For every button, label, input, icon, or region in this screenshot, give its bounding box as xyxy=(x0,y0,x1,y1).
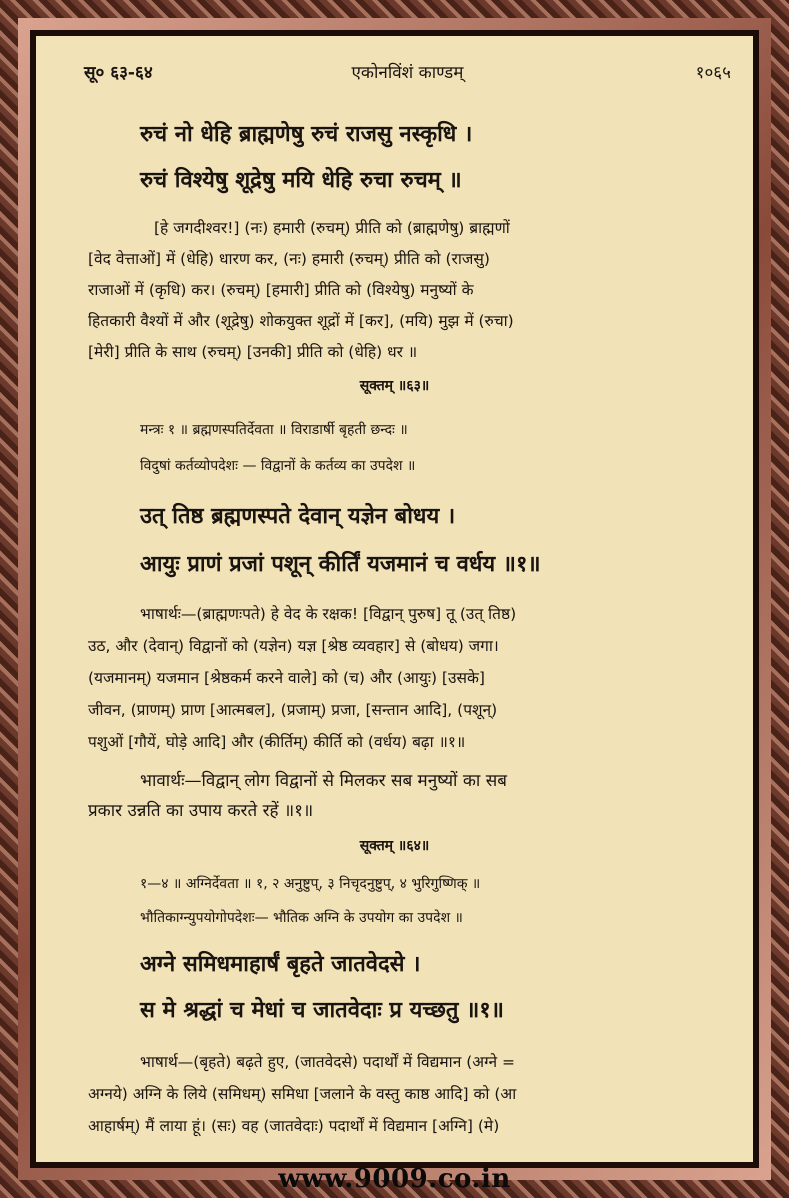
bhavartha-line-1: भावार्थः—विद्वान् लोग विद्वानों से मिलकर सब मनुष्यों का सब xyxy=(140,771,507,791)
translation-3-line-1: भाषार्थ—(बृहते) बढ़ते हुए, (जातवेदसे) पदार्थों में विद्यमान (अग्ने = xyxy=(140,1053,515,1071)
translation-2-line-5: पशुओं [गौयें, घोड़े आदि] और (कीर्तिम्) कीर्ति को (वर्धय) बढ़ा ॥१॥ xyxy=(88,733,466,751)
mantra-1-line-1: रुचं नो धेहि ब्राह्मणेषु रुचं राजसु नस्कृधि । xyxy=(140,122,473,147)
sukta-63-meta: मन्त्रः १ ॥ ब्रह्मणस्पतिर्देवता ॥ विराडार्षी बृहती छन्दः ॥ xyxy=(140,422,408,438)
translation-2-line-4: जीवन, (प्राणम्) प्राण [आत्मबल], (प्रजाम्) प्रजा, [सन्तान आदि], (पशून्) xyxy=(88,701,498,719)
translation-1-line-5: [मेरी] प्रीति के साथ (रुचम्) [उनकी] प्रीति को (धेहि) धर ॥ xyxy=(88,343,418,361)
translation-2-line-3: (यजमानम्) यजमान [श्रेष्ठकर्म करने वाले] को (च) और (आयुः) [उसके] xyxy=(88,669,485,687)
translation-1-line-2: [वेद वेत्ताओं] में (धेहि) धारण कर, (नः) हमारी (रुचम्) प्रीति को (राजसु) xyxy=(88,250,490,268)
sukta-64-meta: १—४ ॥ अग्निर्देवता ॥ १, २ अनुष्टुप्, ३ निचृदनुष्टुप्, ४ भुरिगुष्णिक् ॥ xyxy=(140,876,481,892)
translation-1-line-4: हितकारी वैश्यों में और (शूद्रेषु) शोकयुक्त शूद्रों में [कर], (मयि) मुझ में (रुचा) xyxy=(88,312,514,330)
mantra-1-line-2: रुचं विश्येषु शूद्रेषु मयि धेहि रुचा रुचम् ॥ xyxy=(140,168,462,193)
translation-2-line-1: भाषार्थः—(ब्राह्मणःपते) हे वेद के रक्षक! [विद्वान् पुरुष] तू (उत् तिष्ठ) xyxy=(140,605,517,623)
mantra-3-line-2: स मे श्रद्धां च मेधां च जातवेदाः प्र यच्छतु ॥१॥ xyxy=(140,998,504,1023)
mantra-2-line-1: उत् तिष्ठ ब्रह्मणस्पते देवान् यज्ञेन बोधय । xyxy=(140,504,456,529)
page-number: १०६५ xyxy=(695,63,731,83)
translation-3-line-3: आहार्षम्) मैं लाया हूं। (सः) वह (जातवेदाः) पदार्थों में विद्यमान [अग्नि] (मे) xyxy=(88,1117,500,1135)
translation-1-line-3: राजाओं में (कृधि) कर। (रुचम्) [हमारी] प्रीति को (विश्येषु) मनुष्यों के xyxy=(88,281,474,299)
sukta-63-heading: सूक्तम् ॥६३॥ xyxy=(359,378,430,394)
translation-3-line-2: अग्नये) अग्नि के लिये (समिधम्) समिधा [जलाने के वस्तु काष्ठ आदि] को (आ xyxy=(88,1085,517,1103)
sutra-number: सू० ६३-६४ xyxy=(84,63,153,83)
translation-1-line-1: [हे जगदीश्वर!] (नः) हमारी (रुचम्) प्रीति को (ब्राह्मणेषु) ब्राह्मणों xyxy=(154,219,510,237)
sukta-64-topic: भौतिकाग्न्युपयोगोपदेशः— भौतिक अग्नि के उपयोग का उपदेश ॥ xyxy=(140,910,463,926)
sukta-64-heading: सूक्तम् ॥६४॥ xyxy=(359,838,430,854)
translation-2-line-2: उठ, और (देवान्) विद्वानों को (यज्ञेन) यज्ञ [श्रेष्ठ व्यवहार] से (बोधय) जगा। xyxy=(88,637,499,655)
kanda-title: एकोनविंशं काण्डम् xyxy=(351,63,464,83)
website-url: www.9009.co.in xyxy=(278,1164,511,1194)
bhavartha-line-2: प्रकार उन्नति का उपाय करते रहें ॥१॥ xyxy=(88,801,314,821)
book-page xyxy=(36,36,753,1162)
mantra-3-line-1: अग्ने समिधमाहार्षं बृहते जातवेदसे । xyxy=(140,952,421,977)
page-header xyxy=(84,60,731,88)
sukta-63-topic: विदुषां कर्तव्योपदेशः — विद्वानों के कर्तव्य का उपदेश ॥ xyxy=(140,458,416,474)
mantra-2-line-2: आयुः प्राणं प्रजां पशून् कीर्तिं यजमानं च वर्धय ॥१॥ xyxy=(140,552,541,577)
